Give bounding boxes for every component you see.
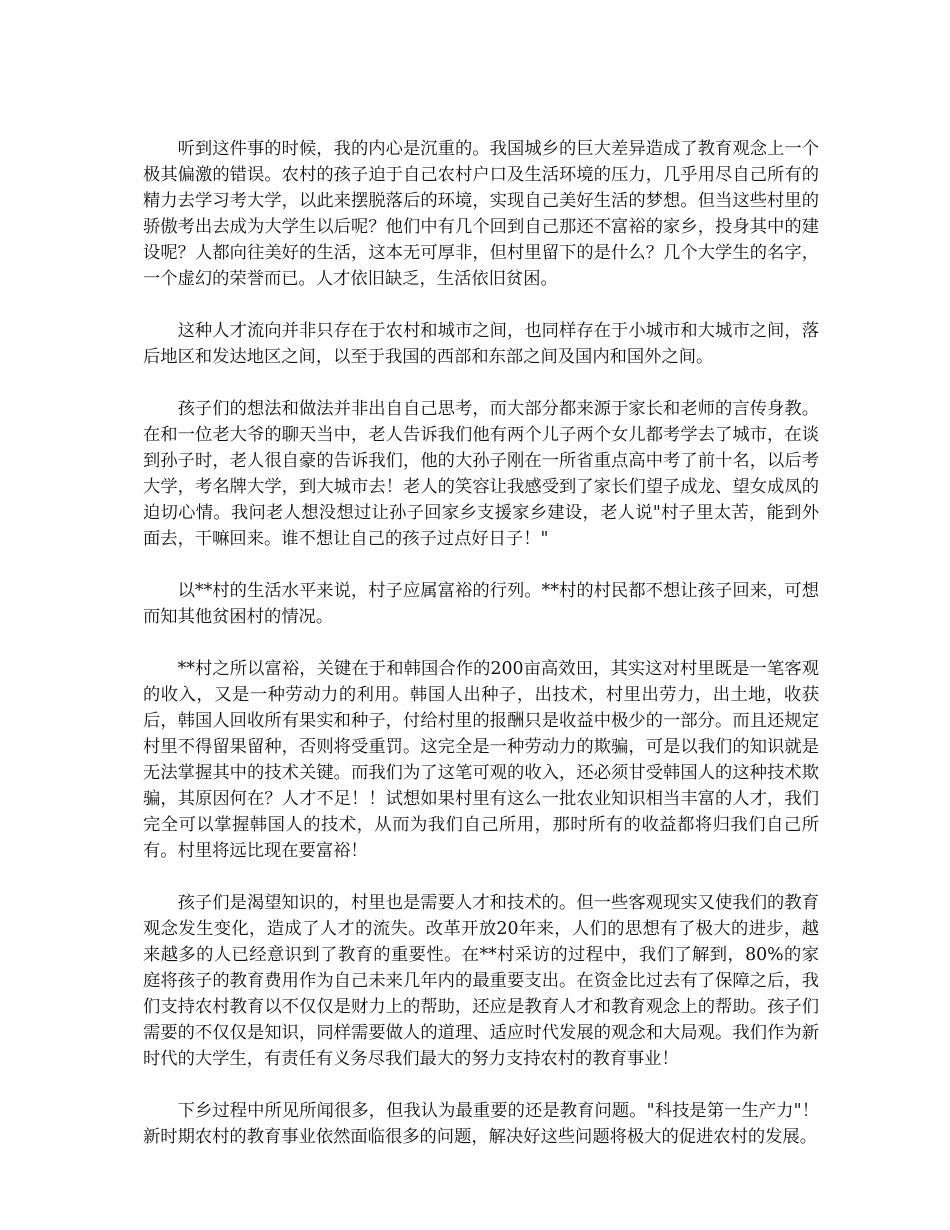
paragraph-4: 以**村的生活水平来说，村子应属富裕的行列。**村的村民都不想让孩子回来，可想而知其他贫困村的情况。 — [143, 581, 819, 627]
document-body — [143, 136, 819, 1176]
paragraph-1: 听到这件事的时候，我的内心是沉重的。我国城乡的巨大差异造成了教育观念上一个极其偏激的错误。农村的孩子迫于自己农村户口及生活环境的压力，几乎用尽自己所有的精力去学习考大学，以此来摆脱落后的环境，实现自己美好生活的梦想。但当这些村里的骄傲考出去成为大学生以后呢？他们中有几个回到自己那还不富裕的家乡，投身其中的建设呢？人都向往美好的生活，这本无可厚非，但村里留下的是什么？几个大学生的名字，一个虚幻的荣誉而已。人才依旧缺乏，生活依旧贫困。 — [143, 139, 819, 289]
paragraph-6: 孩子们是渴望知识的，村里也是需要人才和技术的。但一些客观现实又使我们的教育观念发生变化，造成了人才的流失。改革开放20年来，人们的思想有了极大的进步，越来越多的人已经意识到了教育的重要性。在**村采访的过程中，我们了解到，80%的家庭将孩子的教育费用作为自己未来几年内的最重要支出。在资金比过去有了保障之后，我们支持农村教育以不仅仅是财力上的帮助，还应是教育人才和教育观念上的帮助。孩子们需要的不仅仅是知识，同样需要做人的道理、适应时代发展的观念和大局观。我们作为新时代的大学生，有责任有义务尽我们最大的努力支持农村的教育事业！ — [143, 893, 819, 1069]
paragraph-3: 孩子们的想法和做法并非出自自己思考，而大部分都来源于家长和老师的言传身教。在和一位老大爷的聊天当中，老人告诉我们他有两个儿子两个女儿都考学去了城市，在谈到孙子时，老人很自豪的告诉我们，他的大孙子刚在一所省重点高中考了前十名，以后考大学，考名牌大学，到大城市去！老人的笑容让我感受到了家长们望子成龙、望女成凤的迫切心情。我问老人想没想过让孙子回家乡支援家乡建设，老人说"村子里太苦，能到外面去，干嘛回来。谁不想让自己的孩子过点好日子！" — [143, 399, 819, 549]
paragraph-5: **村之所以富裕，关键在于和韩国合作的200亩高效田，其实这对村里既是一笔客观的收入，又是一种劳动力的利用。韩国人出种子，出技术，村里出劳力，出土地，收获后，韩国人回收所有果实和种子，付给村里的报酬只是收益中极少的一部分。而且还规定村里不得留果留种，否则将受重罚。这完全是一种劳动力的欺骗，可是以我们的知识就是无法掌握其中的技术关键。而我们为了这笔可观的收入，还必须甘受韩国人的这种技术欺骗，其原因何在？人才不足！！试想如果村里有这么一批农业知识相当丰富的人才，我们完全可以掌握韩国人的技术，从而为我们自己所用，那时所有的收益都将归我们自己所有。村里将远比现在要富裕！ — [143, 659, 819, 861]
paragraph-7: 下乡过程中所见所闻很多，但我认为最重要的还是教育问题。"科技是第一生产力"！新时期农村的教育事业依然面临很多的问题，解决好这些问题将极大的促进农村的发展。 — [143, 1101, 819, 1147]
paragraph-2: 这种人才流向并非只存在于农村和城市之间，也同样存在于小城市和大城市之间，落后地区和发达地区之间，以至于我国的西部和东部之间及国内和国外之间。 — [143, 321, 819, 367]
